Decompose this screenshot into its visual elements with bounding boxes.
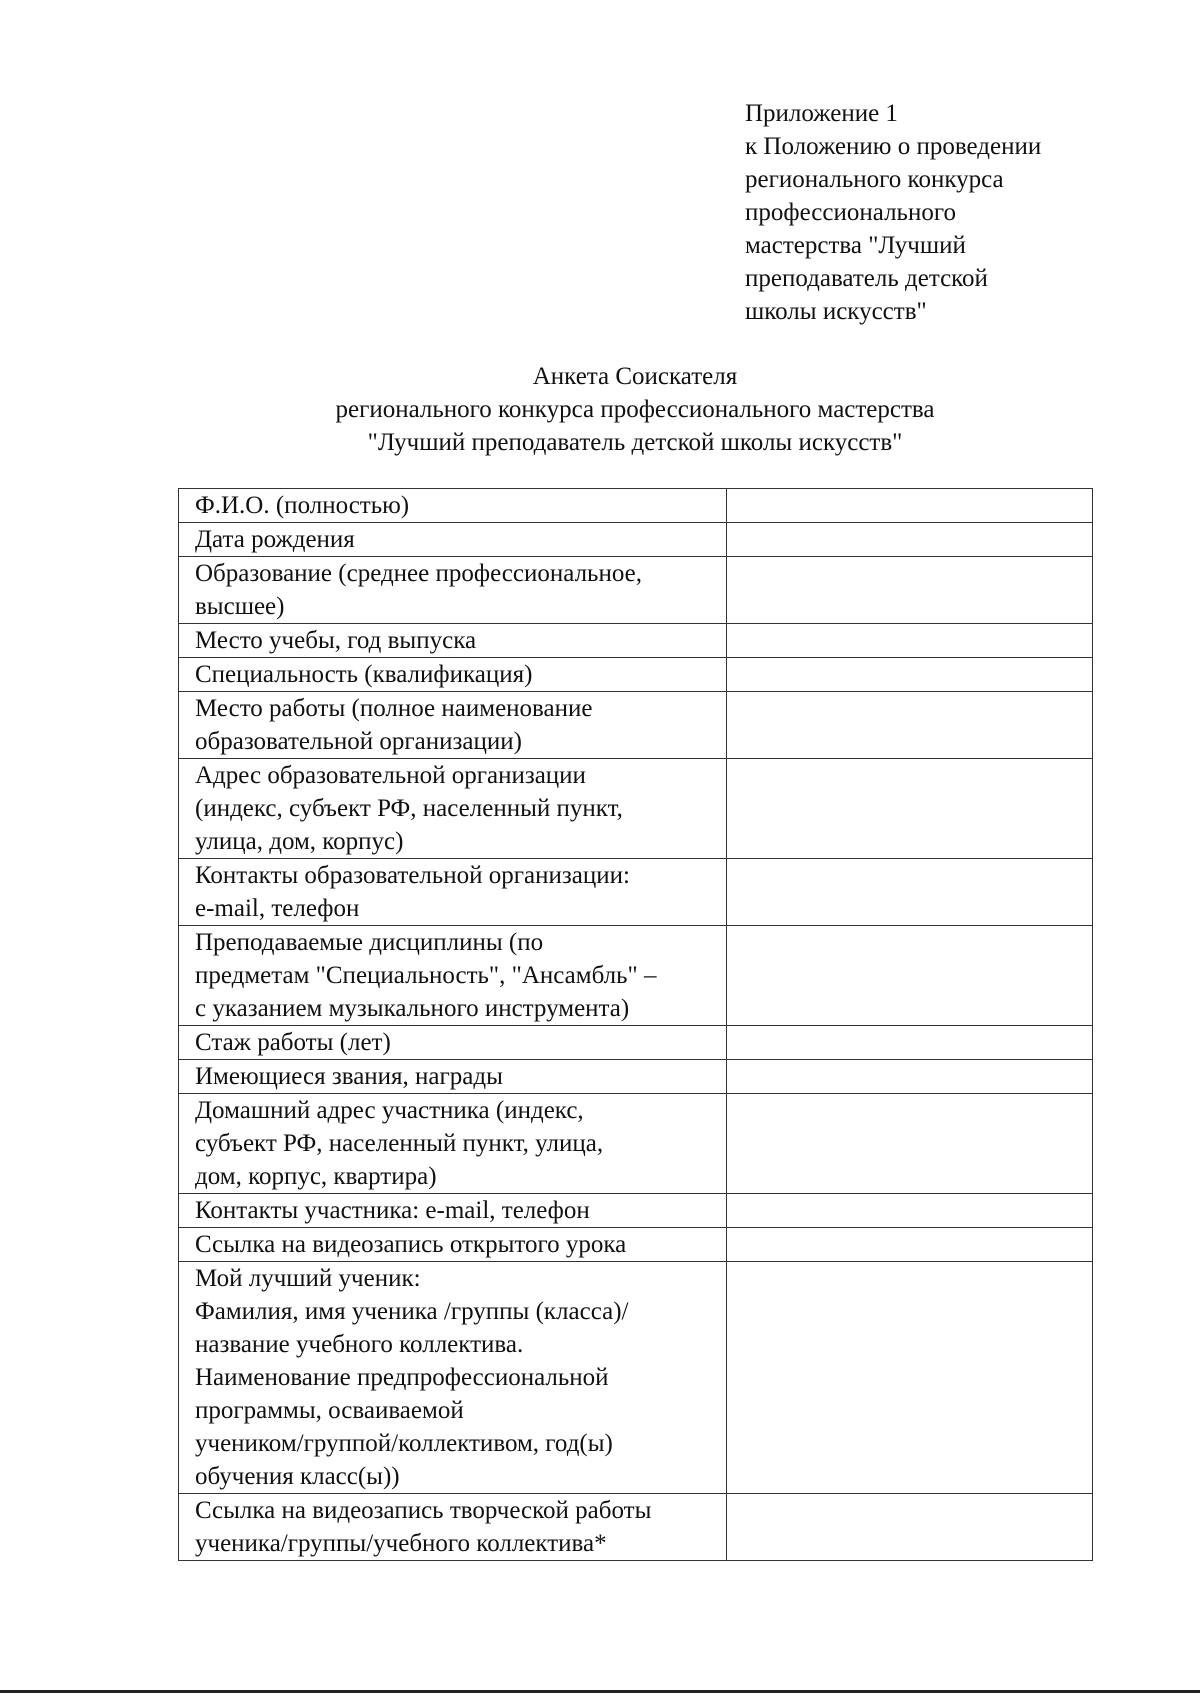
- table-row: [179, 557, 1093, 624]
- table-row: [179, 1194, 1093, 1228]
- field-value[interactable]: [727, 489, 1093, 523]
- table-row: [179, 624, 1093, 658]
- field-value[interactable]: [727, 658, 1093, 692]
- table-row: [179, 926, 1093, 1026]
- field-value[interactable]: [727, 557, 1093, 624]
- field-label: Ф.И.О. (полностью): [179, 489, 727, 523]
- appendix-header: [745, 97, 1087, 328]
- field-value[interactable]: [727, 759, 1093, 859]
- field-label: Дата рождения: [179, 523, 727, 557]
- field-label: Ссылка на видеозапись творческой работы ученика/группы/учебного коллектива*: [179, 1494, 727, 1561]
- field-label: Стаж работы (лет): [179, 1026, 727, 1060]
- appendix-line: к Положению о проведении: [745, 133, 1042, 160]
- field-value[interactable]: [727, 1060, 1093, 1094]
- title-line-2: регионального конкурса профессионального мастерства: [335, 396, 935, 423]
- table-row: [179, 1262, 1093, 1494]
- field-label: Место работы (полное наименование образовательной организации): [179, 692, 727, 759]
- field-value[interactable]: [727, 624, 1093, 658]
- appendix-line: преподаватель детской: [745, 265, 988, 292]
- appendix-line: Приложение 1: [745, 100, 898, 127]
- table-row: [179, 692, 1093, 759]
- field-label: Образование (среднее профессиональное, высшее): [179, 557, 727, 624]
- appendix-line: профессионального: [745, 199, 956, 226]
- table-row: [179, 759, 1093, 859]
- field-label: Контакты участника: e-mail, телефон: [179, 1194, 727, 1228]
- field-value[interactable]: [727, 1094, 1093, 1194]
- field-label: Домашний адрес участника (индекс, субъект РФ, населенный пункт, улица, дом, корпус, квартира): [179, 1094, 727, 1194]
- page-bottom-edge: [0, 1690, 1200, 1693]
- field-value[interactable]: [727, 1026, 1093, 1060]
- field-label: Контакты образовательной организации: e-mail, телефон: [179, 859, 727, 926]
- appendix-line: мастерства "Лучший: [745, 232, 966, 259]
- field-label: Преподаваемые дисциплины (по предметам "Специальность", "Ансамбль" – с указанием музыкального инструмента): [179, 926, 727, 1026]
- field-value[interactable]: [727, 1262, 1093, 1494]
- appendix-line: регионального конкурса: [745, 166, 1004, 193]
- table-row: [179, 1494, 1093, 1561]
- table-row: [179, 1094, 1093, 1194]
- table-row: [179, 523, 1093, 557]
- title-line-1: Анкета Соискателя: [532, 363, 738, 390]
- questionnaire-table: [178, 488, 1093, 1561]
- table-row: [179, 489, 1093, 523]
- table-row: [179, 658, 1093, 692]
- table-row: [179, 1026, 1093, 1060]
- field-value[interactable]: [727, 1494, 1093, 1561]
- title-line-3: "Лучший преподаватель детской школы искусств": [367, 429, 903, 456]
- field-value[interactable]: [727, 1194, 1093, 1228]
- field-label: Ссылка на видеозапись открытого урока: [179, 1228, 727, 1262]
- field-label: Место учебы, год выпуска: [179, 624, 727, 658]
- table-row: [179, 859, 1093, 926]
- table-row: [179, 1228, 1093, 1262]
- field-value[interactable]: [727, 859, 1093, 926]
- field-label: Мой лучший ученик: Фамилия, имя ученика /группы (класса)/ название учебного коллектива. Наименование предпрофессиональной программы, осваиваемой учеником/группой/коллективом, год(ы) обучения класс(ы)): [179, 1262, 727, 1494]
- appendix-line: школы искусств": [745, 298, 927, 325]
- field-value[interactable]: [727, 523, 1093, 557]
- field-value[interactable]: [727, 926, 1093, 1026]
- field-label: Имеющиеся звания, награды: [179, 1060, 727, 1094]
- field-label: Специальность (квалификация): [179, 658, 727, 692]
- field-value[interactable]: [727, 692, 1093, 759]
- field-label: Адрес образовательной организации (индекс, субъект РФ, населенный пункт, улица, дом, корпус): [179, 759, 727, 859]
- document-title: [0, 360, 1200, 459]
- field-value[interactable]: [727, 1228, 1093, 1262]
- table-row: [179, 1060, 1093, 1094]
